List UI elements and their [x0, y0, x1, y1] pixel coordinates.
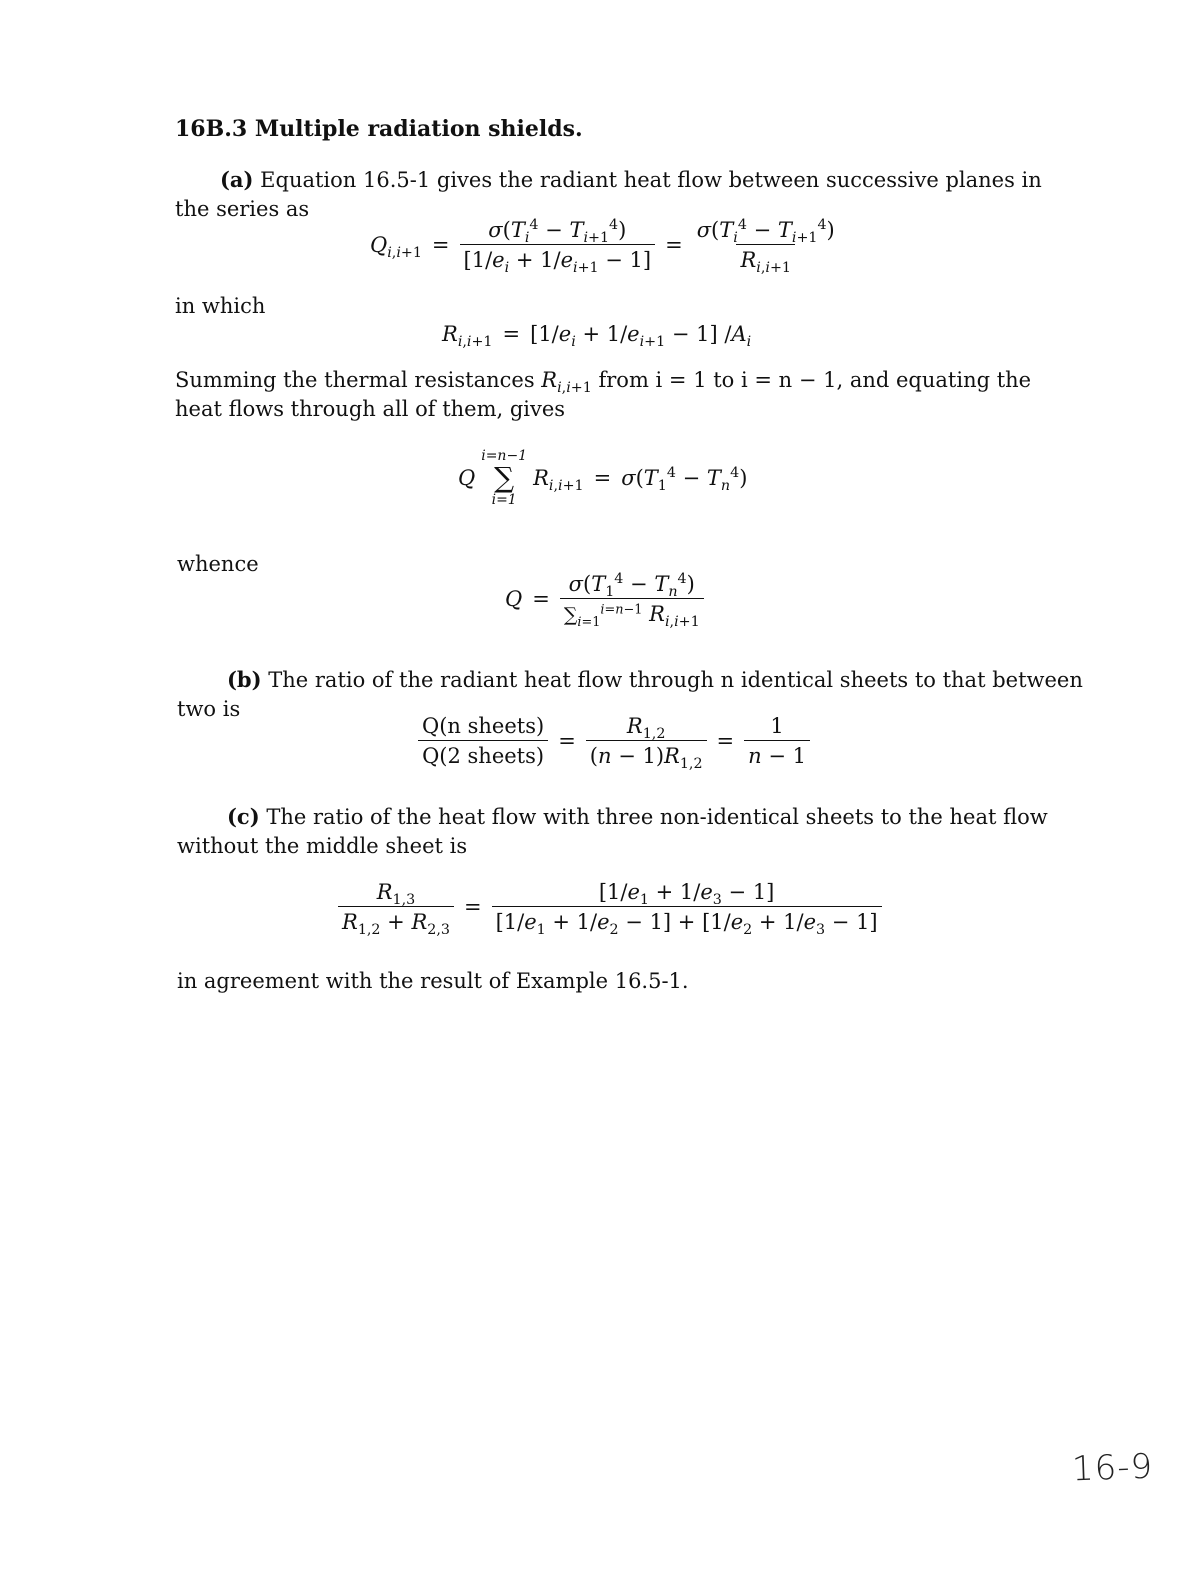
equation-sum-resistances: Q i=n−1 ∑ i=1 $R_{i,i+1}$ = $\sigma(T_1^4 - T_n^4)$ [458, 448, 748, 508]
summing-line-1: Summing the thermal resistances $R_{i,i+1}$ from i = 1 to i = n − 1, and equating the [175, 368, 1032, 397]
part-c-intro-cont: without the middle sheet is [177, 834, 468, 858]
equation-heat-flow-q: $Q_{i,i+1}$ = $\frac{\sigma(T_i^4 - T_{i+1}^4)}{[1/e_i + 1/e_{i+1} - 1]}$ = $\frac{\sigma(T_i^4 - T_{i+1}^4)}{R_{i,i+1}}$ [370, 217, 835, 277]
equation-q-result: Q = $\frac{\sigma(T_1^4 - T_n^4)}{\sum_{i=1}^{i=n-1} R_{i,i+1}}$ [505, 572, 704, 626]
part-a-intro-line [220, 166, 1042, 194]
part-b-intro: The ratio of the radiant heat flow through n identical sheets to that between [268, 668, 1083, 692]
ratio-denominator: Q(2 sheets) [418, 740, 548, 768]
equation-resistance-r: $R_{i,i+1}$ = $[1/e_i + 1/e_{i+1} - 1]$ $/A_i$ [442, 322, 752, 351]
summing-line-1-pre: Summing the thermal resistances [175, 368, 535, 392]
handwritten-page-number: 16-9 [1071, 1446, 1154, 1490]
part-c-intro: The ratio of the heat flow with three non-identical sheets to the heat flow [266, 805, 1048, 829]
summing-line-2: heat flows through all of them, gives [175, 397, 566, 421]
part-a-label: (a) [220, 167, 254, 192]
whence-text: whence [177, 552, 259, 576]
conclusion-text: in agreement with the result of Example 16.5-1. [177, 969, 689, 993]
equation-ratio-sheets: $\frac{\text{Q(n sheets)}}{\text{Q(2 sheets)}}$ = $\frac{R_{1,2}}{(n - 1)R_{1,2}}$ = $\frac{1}{n - 1}$ [418, 714, 810, 768]
part-b-intro-cont: two is [177, 697, 241, 721]
part-c-intro-line [227, 803, 1048, 831]
equation-ratio-nonidentical: $\frac{R_{1,3}}{R_{1,2} + R_{2,3}}$ = $\frac{[1/e_1 + 1/e_3 - 1]}{[1/e_1 + 1/e_2 - 1] + [1/e_2 + 1/e_3 - 1]}$ [338, 880, 882, 934]
summing-line-1-post: from i = 1 to i = n − 1, and equating the [598, 368, 1032, 392]
part-a-intro: Equation 16.5-1 gives the radiant heat flow between successive planes in [260, 168, 1042, 192]
part-b-label: (b) [227, 667, 262, 692]
in-which-text: in which [175, 294, 266, 318]
part-c-label: (c) [227, 804, 260, 829]
ratio-numerator: Q(n sheets) [422, 714, 545, 738]
part-b-intro-line [227, 666, 1083, 694]
part-a-intro-cont: the series as [175, 197, 310, 221]
summation-symbol: i=n−1 ∑ i=1 [481, 448, 528, 508]
problem-heading: 16B.3 Multiple radiation shields. [175, 116, 583, 142]
